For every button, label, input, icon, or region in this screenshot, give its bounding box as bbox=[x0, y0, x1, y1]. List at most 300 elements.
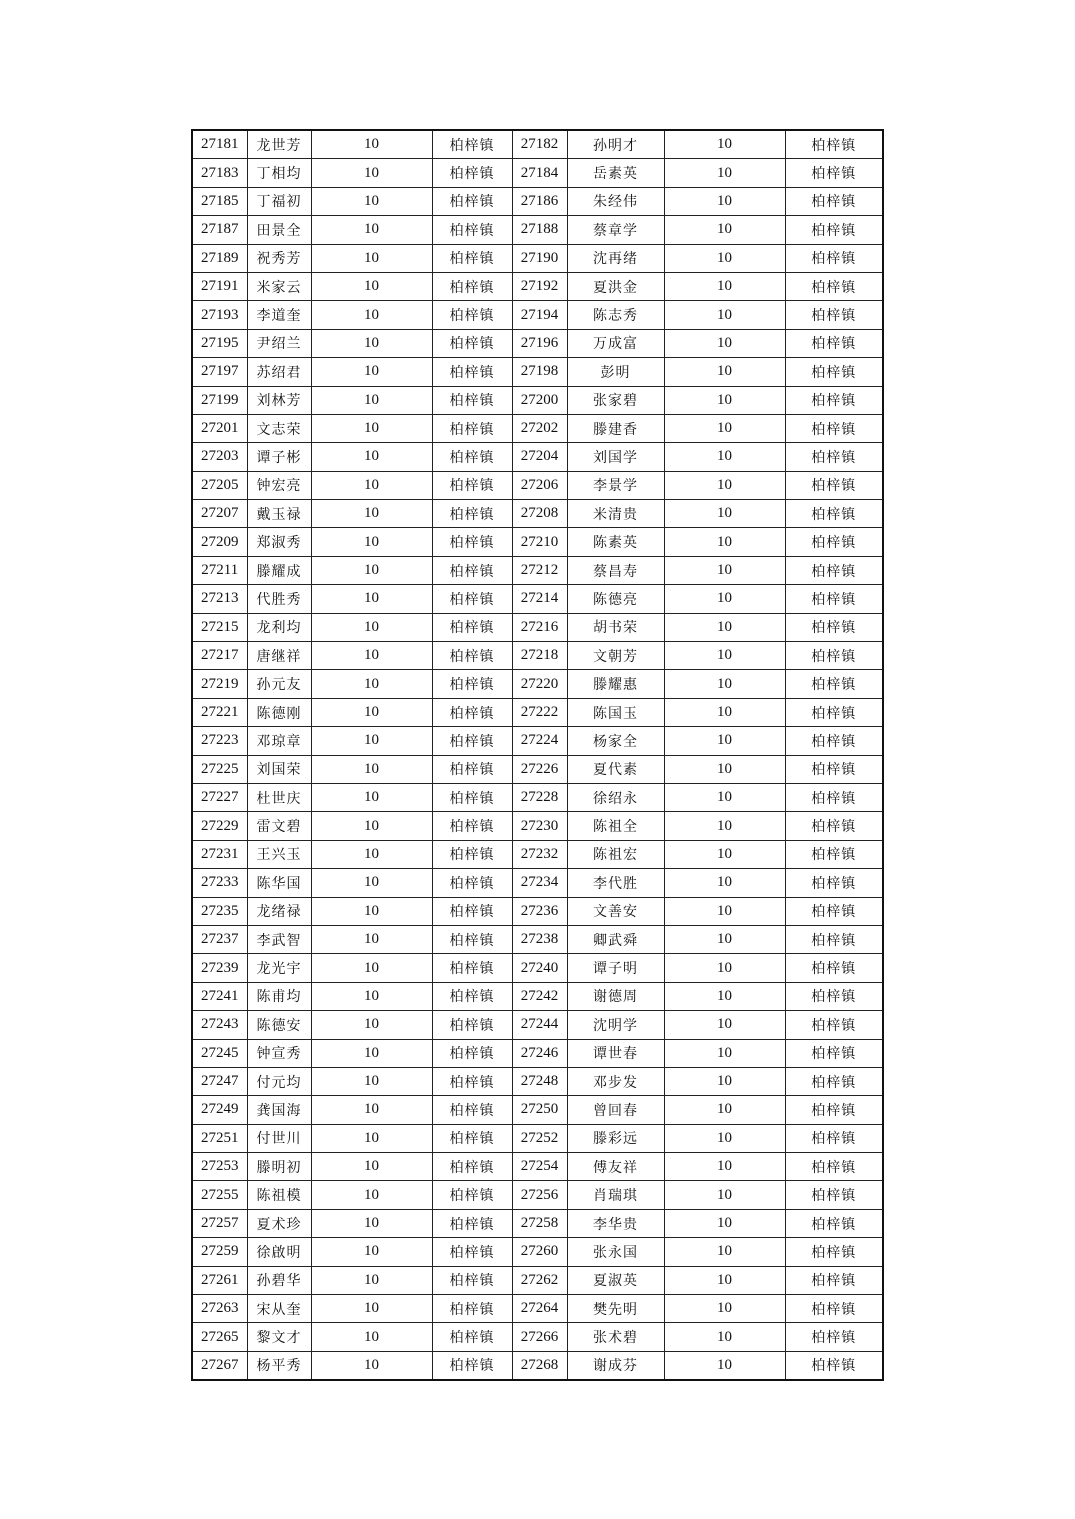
left-name-cell: 王兴玉 bbox=[247, 840, 311, 868]
left-amount-cell: 10 bbox=[311, 897, 432, 925]
left-name-cell: 代胜秀 bbox=[247, 585, 311, 613]
right-amount-cell: 10 bbox=[664, 244, 785, 272]
right-amount-cell: 10 bbox=[664, 982, 785, 1010]
left-id-cell: 27237 bbox=[192, 925, 247, 953]
table-row bbox=[192, 1181, 883, 1209]
right-name-cell: 朱经伟 bbox=[567, 187, 664, 215]
left-town-cell: 柏梓镇 bbox=[432, 1011, 512, 1039]
right-town-cell: 柏梓镇 bbox=[785, 869, 883, 897]
left-name-cell: 丁福初 bbox=[247, 187, 311, 215]
right-town-cell: 柏梓镇 bbox=[785, 925, 883, 953]
right-town-cell: 柏梓镇 bbox=[785, 556, 883, 584]
left-town-cell: 柏梓镇 bbox=[432, 386, 512, 414]
table-row bbox=[192, 1096, 883, 1124]
left-name-cell: 孙碧华 bbox=[247, 1266, 311, 1294]
right-amount-cell: 10 bbox=[664, 1124, 785, 1152]
table-row bbox=[192, 386, 883, 414]
right-amount-cell: 10 bbox=[664, 216, 785, 244]
table-row bbox=[192, 727, 883, 755]
left-amount-cell: 10 bbox=[311, 1209, 432, 1237]
right-town-cell: 柏梓镇 bbox=[785, 216, 883, 244]
right-town-cell: 柏梓镇 bbox=[785, 585, 883, 613]
left-name-cell: 龙光宇 bbox=[247, 954, 311, 982]
right-id-cell: 27202 bbox=[512, 414, 567, 442]
left-amount-cell: 10 bbox=[311, 812, 432, 840]
right-town-cell: 柏梓镇 bbox=[785, 358, 883, 386]
right-town-cell: 柏梓镇 bbox=[785, 1209, 883, 1237]
left-id-cell: 27261 bbox=[192, 1266, 247, 1294]
left-name-cell: 陈甫均 bbox=[247, 982, 311, 1010]
left-amount-cell: 10 bbox=[311, 1096, 432, 1124]
right-name-cell: 沈再绪 bbox=[567, 244, 664, 272]
left-town-cell: 柏梓镇 bbox=[432, 783, 512, 811]
table-row bbox=[192, 585, 883, 613]
right-town-cell: 柏梓镇 bbox=[785, 443, 883, 471]
left-town-cell: 柏梓镇 bbox=[432, 1067, 512, 1095]
right-id-cell: 27188 bbox=[512, 216, 567, 244]
right-id-cell: 27238 bbox=[512, 925, 567, 953]
left-amount-cell: 10 bbox=[311, 500, 432, 528]
right-name-cell: 陈祖宏 bbox=[567, 840, 664, 868]
left-id-cell: 27245 bbox=[192, 1039, 247, 1067]
left-amount-cell: 10 bbox=[311, 1153, 432, 1181]
right-name-cell: 孙明才 bbox=[567, 130, 664, 159]
left-id-cell: 27201 bbox=[192, 414, 247, 442]
left-name-cell: 谭子彬 bbox=[247, 443, 311, 471]
right-id-cell: 27220 bbox=[512, 670, 567, 698]
right-amount-cell: 10 bbox=[664, 187, 785, 215]
left-name-cell: 尹绍兰 bbox=[247, 329, 311, 357]
left-name-cell: 李武智 bbox=[247, 925, 311, 953]
left-amount-cell: 10 bbox=[311, 1067, 432, 1095]
right-name-cell: 蔡昌寿 bbox=[567, 556, 664, 584]
right-town-cell: 柏梓镇 bbox=[785, 1181, 883, 1209]
right-amount-cell: 10 bbox=[664, 925, 785, 953]
right-id-cell: 27232 bbox=[512, 840, 567, 868]
table-row bbox=[192, 954, 883, 982]
left-id-cell: 27205 bbox=[192, 471, 247, 499]
right-town-cell: 柏梓镇 bbox=[785, 1238, 883, 1266]
right-id-cell: 27248 bbox=[512, 1067, 567, 1095]
right-name-cell: 夏洪金 bbox=[567, 272, 664, 300]
left-town-cell: 柏梓镇 bbox=[432, 897, 512, 925]
left-id-cell: 27183 bbox=[192, 159, 247, 187]
left-name-cell: 龙世芳 bbox=[247, 130, 311, 159]
right-amount-cell: 10 bbox=[664, 783, 785, 811]
left-amount-cell: 10 bbox=[311, 698, 432, 726]
left-town-cell: 柏梓镇 bbox=[432, 130, 512, 159]
left-amount-cell: 10 bbox=[311, 386, 432, 414]
left-amount-cell: 10 bbox=[311, 642, 432, 670]
table-row bbox=[192, 471, 883, 499]
left-town-cell: 柏梓镇 bbox=[432, 414, 512, 442]
table-row bbox=[192, 1323, 883, 1351]
right-name-cell: 邓步发 bbox=[567, 1067, 664, 1095]
left-amount-cell: 10 bbox=[311, 840, 432, 868]
right-name-cell: 文善安 bbox=[567, 897, 664, 925]
right-town-cell: 柏梓镇 bbox=[785, 130, 883, 159]
right-id-cell: 27228 bbox=[512, 783, 567, 811]
left-amount-cell: 10 bbox=[311, 954, 432, 982]
left-name-cell: 陈华国 bbox=[247, 869, 311, 897]
right-name-cell: 沈明学 bbox=[567, 1011, 664, 1039]
right-name-cell: 彭明 bbox=[567, 358, 664, 386]
right-town-cell: 柏梓镇 bbox=[785, 471, 883, 499]
table-row bbox=[192, 755, 883, 783]
right-amount-cell: 10 bbox=[664, 414, 785, 442]
right-amount-cell: 10 bbox=[664, 1181, 785, 1209]
table-row bbox=[192, 443, 883, 471]
left-town-cell: 柏梓镇 bbox=[432, 982, 512, 1010]
left-id-cell: 27209 bbox=[192, 528, 247, 556]
left-town-cell: 柏梓镇 bbox=[432, 585, 512, 613]
right-town-cell: 柏梓镇 bbox=[785, 414, 883, 442]
left-id-cell: 27207 bbox=[192, 500, 247, 528]
left-name-cell: 田景全 bbox=[247, 216, 311, 244]
left-name-cell: 米家云 bbox=[247, 272, 311, 300]
left-id-cell: 27253 bbox=[192, 1153, 247, 1181]
left-id-cell: 27217 bbox=[192, 642, 247, 670]
left-name-cell: 龙利均 bbox=[247, 613, 311, 641]
table-row bbox=[192, 1067, 883, 1095]
left-town-cell: 柏梓镇 bbox=[432, 812, 512, 840]
left-amount-cell: 10 bbox=[311, 585, 432, 613]
left-name-cell: 夏术珍 bbox=[247, 1209, 311, 1237]
right-name-cell: 曾回春 bbox=[567, 1096, 664, 1124]
right-name-cell: 张术碧 bbox=[567, 1323, 664, 1351]
right-town-cell: 柏梓镇 bbox=[785, 1153, 883, 1181]
right-town-cell: 柏梓镇 bbox=[785, 244, 883, 272]
right-name-cell: 陈国玉 bbox=[567, 698, 664, 726]
right-town-cell: 柏梓镇 bbox=[785, 301, 883, 329]
right-name-cell: 陈祖全 bbox=[567, 812, 664, 840]
right-id-cell: 27226 bbox=[512, 755, 567, 783]
right-id-cell: 27244 bbox=[512, 1011, 567, 1039]
right-id-cell: 27230 bbox=[512, 812, 567, 840]
left-town-cell: 柏梓镇 bbox=[432, 528, 512, 556]
left-town-cell: 柏梓镇 bbox=[432, 1153, 512, 1181]
left-name-cell: 孙元友 bbox=[247, 670, 311, 698]
right-id-cell: 27250 bbox=[512, 1096, 567, 1124]
right-id-cell: 27182 bbox=[512, 130, 567, 159]
left-amount-cell: 10 bbox=[311, 613, 432, 641]
left-name-cell: 陈德刚 bbox=[247, 698, 311, 726]
right-town-cell: 柏梓镇 bbox=[785, 1124, 883, 1152]
left-name-cell: 滕明初 bbox=[247, 1153, 311, 1181]
left-name-cell: 邓琼章 bbox=[247, 727, 311, 755]
left-town-cell: 柏梓镇 bbox=[432, 216, 512, 244]
table-row bbox=[192, 187, 883, 215]
left-amount-cell: 10 bbox=[311, 216, 432, 244]
left-name-cell: 戴玉禄 bbox=[247, 500, 311, 528]
left-name-cell: 唐继祥 bbox=[247, 642, 311, 670]
right-name-cell: 滕建香 bbox=[567, 414, 664, 442]
right-id-cell: 27184 bbox=[512, 159, 567, 187]
right-id-cell: 27242 bbox=[512, 982, 567, 1010]
table-row bbox=[192, 556, 883, 584]
left-amount-cell: 10 bbox=[311, 1238, 432, 1266]
right-amount-cell: 10 bbox=[664, 1209, 785, 1237]
right-town-cell: 柏梓镇 bbox=[785, 954, 883, 982]
left-id-cell: 27193 bbox=[192, 301, 247, 329]
left-name-cell: 龚国海 bbox=[247, 1096, 311, 1124]
table-row bbox=[192, 216, 883, 244]
right-name-cell: 蔡章学 bbox=[567, 216, 664, 244]
table-row bbox=[192, 414, 883, 442]
right-name-cell: 张家碧 bbox=[567, 386, 664, 414]
right-id-cell: 27218 bbox=[512, 642, 567, 670]
left-id-cell: 27247 bbox=[192, 1067, 247, 1095]
right-name-cell: 肖瑞琪 bbox=[567, 1181, 664, 1209]
left-amount-cell: 10 bbox=[311, 1011, 432, 1039]
right-name-cell: 徐绍永 bbox=[567, 783, 664, 811]
right-amount-cell: 10 bbox=[664, 670, 785, 698]
left-id-cell: 27219 bbox=[192, 670, 247, 698]
right-amount-cell: 10 bbox=[664, 500, 785, 528]
right-name-cell: 陈德亮 bbox=[567, 585, 664, 613]
table-row bbox=[192, 1153, 883, 1181]
left-town-cell: 柏梓镇 bbox=[432, 1181, 512, 1209]
left-amount-cell: 10 bbox=[311, 1295, 432, 1323]
right-name-cell: 谭世春 bbox=[567, 1039, 664, 1067]
right-id-cell: 27198 bbox=[512, 358, 567, 386]
right-name-cell: 谭子明 bbox=[567, 954, 664, 982]
table-row bbox=[192, 130, 883, 159]
right-amount-cell: 10 bbox=[664, 897, 785, 925]
right-name-cell: 夏淑英 bbox=[567, 1266, 664, 1294]
right-amount-cell: 10 bbox=[664, 130, 785, 159]
left-name-cell: 杜世庆 bbox=[247, 783, 311, 811]
left-id-cell: 27233 bbox=[192, 869, 247, 897]
right-town-cell: 柏梓镇 bbox=[785, 1295, 883, 1323]
left-id-cell: 27221 bbox=[192, 698, 247, 726]
left-name-cell: 徐啟明 bbox=[247, 1238, 311, 1266]
table-row bbox=[192, 272, 883, 300]
right-town-cell: 柏梓镇 bbox=[785, 897, 883, 925]
right-town-cell: 柏梓镇 bbox=[785, 698, 883, 726]
table-row bbox=[192, 528, 883, 556]
left-amount-cell: 10 bbox=[311, 755, 432, 783]
right-town-cell: 柏梓镇 bbox=[785, 755, 883, 783]
table-row bbox=[192, 613, 883, 641]
right-town-cell: 柏梓镇 bbox=[785, 642, 883, 670]
left-name-cell: 刘林芳 bbox=[247, 386, 311, 414]
left-amount-cell: 10 bbox=[311, 414, 432, 442]
left-town-cell: 柏梓镇 bbox=[432, 187, 512, 215]
left-amount-cell: 10 bbox=[311, 1124, 432, 1152]
left-town-cell: 柏梓镇 bbox=[432, 159, 512, 187]
right-id-cell: 27222 bbox=[512, 698, 567, 726]
left-town-cell: 柏梓镇 bbox=[432, 642, 512, 670]
right-id-cell: 27256 bbox=[512, 1181, 567, 1209]
left-amount-cell: 10 bbox=[311, 1351, 432, 1380]
left-town-cell: 柏梓镇 bbox=[432, 1238, 512, 1266]
right-name-cell: 陈志秀 bbox=[567, 301, 664, 329]
right-name-cell: 杨家全 bbox=[567, 727, 664, 755]
left-name-cell: 丁相均 bbox=[247, 159, 311, 187]
right-amount-cell: 10 bbox=[664, 443, 785, 471]
left-id-cell: 27263 bbox=[192, 1295, 247, 1323]
right-id-cell: 27192 bbox=[512, 272, 567, 300]
right-amount-cell: 10 bbox=[664, 1323, 785, 1351]
right-name-cell: 傅友祥 bbox=[567, 1153, 664, 1181]
right-id-cell: 27258 bbox=[512, 1209, 567, 1237]
left-town-cell: 柏梓镇 bbox=[432, 755, 512, 783]
right-id-cell: 27200 bbox=[512, 386, 567, 414]
left-amount-cell: 10 bbox=[311, 727, 432, 755]
right-name-cell: 滕彩远 bbox=[567, 1124, 664, 1152]
left-town-cell: 柏梓镇 bbox=[432, 954, 512, 982]
table-row bbox=[192, 358, 883, 386]
table-row bbox=[192, 1039, 883, 1067]
table-row bbox=[192, 1011, 883, 1039]
left-id-cell: 27229 bbox=[192, 812, 247, 840]
table-row bbox=[192, 982, 883, 1010]
left-amount-cell: 10 bbox=[311, 925, 432, 953]
right-name-cell: 滕耀惠 bbox=[567, 670, 664, 698]
right-town-cell: 柏梓镇 bbox=[785, 840, 883, 868]
right-town-cell: 柏梓镇 bbox=[785, 783, 883, 811]
left-name-cell: 宋从奎 bbox=[247, 1295, 311, 1323]
left-town-cell: 柏梓镇 bbox=[432, 471, 512, 499]
left-id-cell: 27225 bbox=[192, 755, 247, 783]
right-town-cell: 柏梓镇 bbox=[785, 982, 883, 1010]
left-amount-cell: 10 bbox=[311, 1181, 432, 1209]
right-amount-cell: 10 bbox=[664, 698, 785, 726]
right-id-cell: 27262 bbox=[512, 1266, 567, 1294]
right-town-cell: 柏梓镇 bbox=[785, 1266, 883, 1294]
table-row bbox=[192, 244, 883, 272]
right-name-cell: 万成富 bbox=[567, 329, 664, 357]
left-amount-cell: 10 bbox=[311, 301, 432, 329]
left-town-cell: 柏梓镇 bbox=[432, 1039, 512, 1067]
left-amount-cell: 10 bbox=[311, 443, 432, 471]
table-row bbox=[192, 329, 883, 357]
table-row bbox=[192, 869, 883, 897]
table-row bbox=[192, 1124, 883, 1152]
left-name-cell: 钟宣秀 bbox=[247, 1039, 311, 1067]
right-amount-cell: 10 bbox=[664, 272, 785, 300]
left-town-cell: 柏梓镇 bbox=[432, 869, 512, 897]
left-id-cell: 27181 bbox=[192, 130, 247, 159]
table-row bbox=[192, 642, 883, 670]
left-id-cell: 27241 bbox=[192, 982, 247, 1010]
right-town-cell: 柏梓镇 bbox=[785, 329, 883, 357]
right-name-cell: 胡书荣 bbox=[567, 613, 664, 641]
right-amount-cell: 10 bbox=[664, 954, 785, 982]
left-id-cell: 27203 bbox=[192, 443, 247, 471]
left-town-cell: 柏梓镇 bbox=[432, 840, 512, 868]
left-amount-cell: 10 bbox=[311, 130, 432, 159]
left-id-cell: 27215 bbox=[192, 613, 247, 641]
left-name-cell: 付元均 bbox=[247, 1067, 311, 1095]
left-id-cell: 27251 bbox=[192, 1124, 247, 1152]
right-amount-cell: 10 bbox=[664, 1238, 785, 1266]
right-id-cell: 27240 bbox=[512, 954, 567, 982]
left-amount-cell: 10 bbox=[311, 187, 432, 215]
left-town-cell: 柏梓镇 bbox=[432, 1124, 512, 1152]
left-town-cell: 柏梓镇 bbox=[432, 301, 512, 329]
left-id-cell: 27187 bbox=[192, 216, 247, 244]
right-amount-cell: 10 bbox=[664, 613, 785, 641]
left-town-cell: 柏梓镇 bbox=[432, 698, 512, 726]
left-town-cell: 柏梓镇 bbox=[432, 1295, 512, 1323]
left-id-cell: 27227 bbox=[192, 783, 247, 811]
left-town-cell: 柏梓镇 bbox=[432, 1323, 512, 1351]
right-amount-cell: 10 bbox=[664, 159, 785, 187]
left-id-cell: 27267 bbox=[192, 1351, 247, 1380]
left-town-cell: 柏梓镇 bbox=[432, 727, 512, 755]
left-id-cell: 27197 bbox=[192, 358, 247, 386]
left-town-cell: 柏梓镇 bbox=[432, 1266, 512, 1294]
right-amount-cell: 10 bbox=[664, 1351, 785, 1380]
table-row bbox=[192, 1266, 883, 1294]
left-id-cell: 27243 bbox=[192, 1011, 247, 1039]
right-id-cell: 27196 bbox=[512, 329, 567, 357]
right-amount-cell: 10 bbox=[664, 528, 785, 556]
left-name-cell: 滕耀成 bbox=[247, 556, 311, 584]
left-id-cell: 27259 bbox=[192, 1238, 247, 1266]
right-amount-cell: 10 bbox=[664, 329, 785, 357]
right-id-cell: 27216 bbox=[512, 613, 567, 641]
right-amount-cell: 10 bbox=[664, 1011, 785, 1039]
table-row bbox=[192, 670, 883, 698]
left-amount-cell: 10 bbox=[311, 471, 432, 499]
left-id-cell: 27189 bbox=[192, 244, 247, 272]
left-town-cell: 柏梓镇 bbox=[432, 358, 512, 386]
table-row bbox=[192, 783, 883, 811]
right-id-cell: 27190 bbox=[512, 244, 567, 272]
right-name-cell: 陈素英 bbox=[567, 528, 664, 556]
left-town-cell: 柏梓镇 bbox=[432, 1351, 512, 1380]
left-amount-cell: 10 bbox=[311, 1323, 432, 1351]
right-town-cell: 柏梓镇 bbox=[785, 1039, 883, 1067]
right-amount-cell: 10 bbox=[664, 727, 785, 755]
roster-body bbox=[192, 130, 883, 1380]
table-row bbox=[192, 301, 883, 329]
right-name-cell: 樊先明 bbox=[567, 1295, 664, 1323]
left-amount-cell: 10 bbox=[311, 783, 432, 811]
right-amount-cell: 10 bbox=[664, 386, 785, 414]
left-name-cell: 刘国荣 bbox=[247, 755, 311, 783]
right-name-cell: 刘国学 bbox=[567, 443, 664, 471]
right-name-cell: 李景学 bbox=[567, 471, 664, 499]
right-amount-cell: 10 bbox=[664, 1096, 785, 1124]
right-name-cell: 张永国 bbox=[567, 1238, 664, 1266]
right-name-cell: 李华贵 bbox=[567, 1209, 664, 1237]
left-name-cell: 雷文碧 bbox=[247, 812, 311, 840]
right-name-cell: 文朝芳 bbox=[567, 642, 664, 670]
roster-table bbox=[191, 129, 884, 1381]
right-id-cell: 27206 bbox=[512, 471, 567, 499]
table-row bbox=[192, 159, 883, 187]
left-id-cell: 27235 bbox=[192, 897, 247, 925]
right-id-cell: 27208 bbox=[512, 500, 567, 528]
left-town-cell: 柏梓镇 bbox=[432, 500, 512, 528]
left-id-cell: 27213 bbox=[192, 585, 247, 613]
right-town-cell: 柏梓镇 bbox=[785, 727, 883, 755]
left-name-cell: 李道奎 bbox=[247, 301, 311, 329]
right-name-cell: 米清贵 bbox=[567, 500, 664, 528]
right-town-cell: 柏梓镇 bbox=[785, 187, 883, 215]
right-id-cell: 27268 bbox=[512, 1351, 567, 1380]
left-id-cell: 27211 bbox=[192, 556, 247, 584]
left-town-cell: 柏梓镇 bbox=[432, 329, 512, 357]
left-name-cell: 祝秀芳 bbox=[247, 244, 311, 272]
right-id-cell: 27212 bbox=[512, 556, 567, 584]
left-name-cell: 付世川 bbox=[247, 1124, 311, 1152]
left-amount-cell: 10 bbox=[311, 528, 432, 556]
